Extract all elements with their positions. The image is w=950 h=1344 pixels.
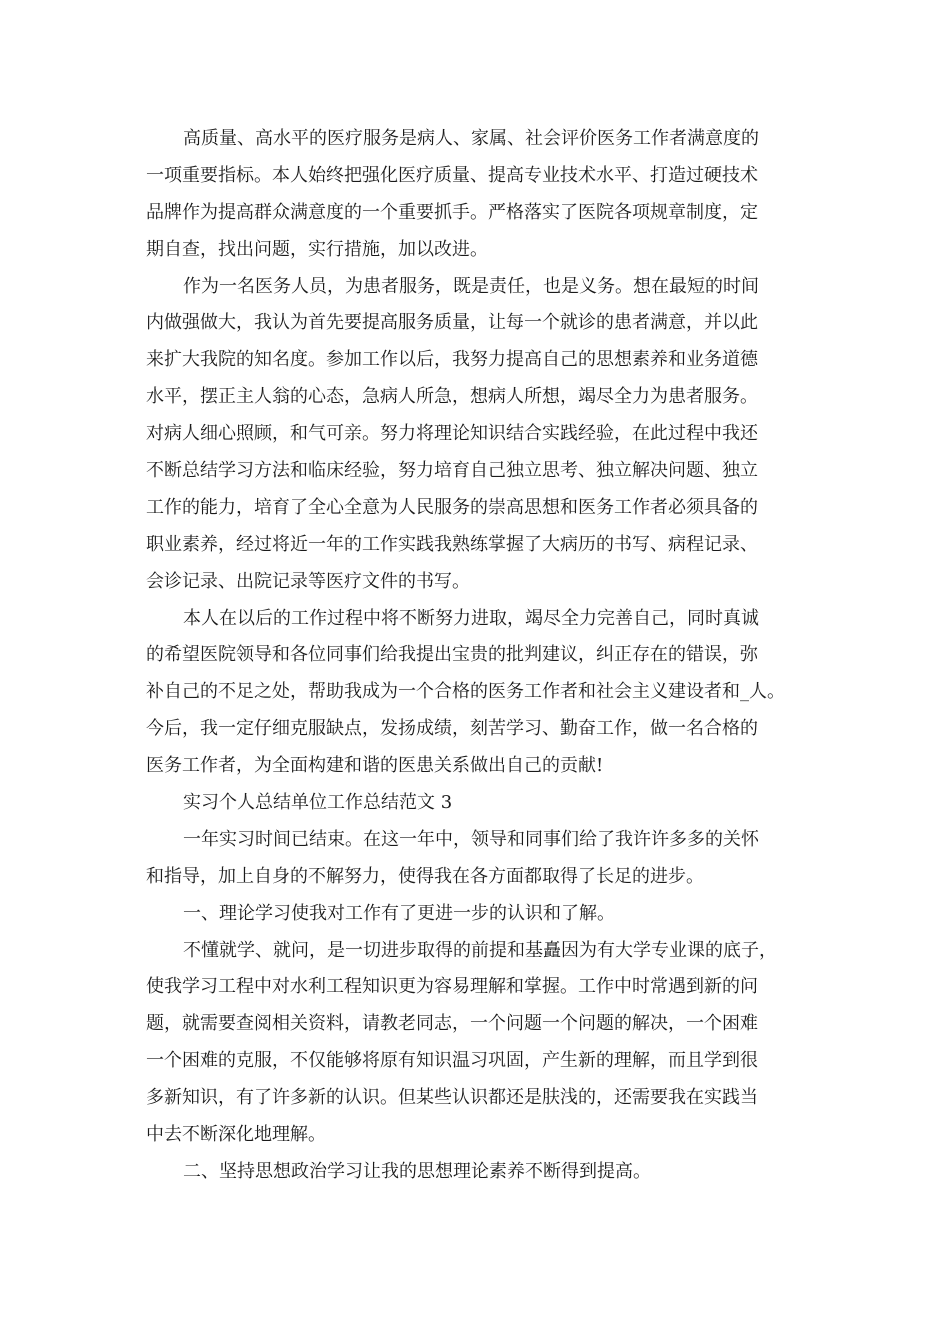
text-line: 多新知识，有了许多新的认识。但某些认识都还是肤浅的，还需要我在实践当 bbox=[146, 1087, 758, 1109]
text-line: 职业素养，经过将近一年的工作实践我熟练掌握了大病历的书写、病程记录、 bbox=[146, 533, 758, 555]
text-line: 期自查，找出问题，实行措施，加以改进。 bbox=[146, 238, 488, 260]
text-line: 使我学习工程中对水利工程知识更为容易理解和掌握。工作中时常遇到新的问 bbox=[146, 976, 758, 998]
text-line: 中去不断深化地理解。 bbox=[146, 1124, 326, 1146]
text-line: 不懂就学、就问，是一切进步取得的前提和基矗因为有大学专业课的底子， bbox=[183, 939, 777, 961]
text-line: 和指导，加上自身的不解努力，使得我在各方面都取得了长足的进步。 bbox=[146, 865, 704, 887]
text-line: 高质量、高水平的医疗服务是病人、家属、社会评价医务工作者满意度的 bbox=[183, 128, 759, 149]
text-line: 一个困难的克服，不仅能够将原有知识温习巩固，产生新的理解，而且学到很 bbox=[146, 1050, 758, 1072]
text-line: 一项重要指标。本人始终把强化医疗质量、提高专业技术水平、打造过硬技术 bbox=[146, 164, 758, 186]
text-line: 一、理论学习使我对工作有了更进一步的认识和了解。 bbox=[183, 902, 615, 924]
text-line: 二、坚持思想政治学习让我的思想理论素养不断得到提高。 bbox=[183, 1160, 651, 1182]
text-line: 不断总结学习方法和临床经验，努力培育自己独立思考、独立解决问题、独立 bbox=[146, 460, 758, 482]
text-line: 水平，摆正主人翁的心态，急病人所急，想病人所想，竭尽全力为患者服务。 bbox=[146, 386, 758, 408]
text-line: 内做强做大，我认为首先要提高服务质量，让每一个就诊的患者满意，并以此 bbox=[146, 312, 758, 334]
text-line: 补自己的不足之处，帮助我成为一个合格的医务工作者和社会主义建设者和_人。 bbox=[146, 681, 785, 703]
text-line: 作为一名医务人员，为患者服务，既是责任，也是义务。想在最短的时间 bbox=[183, 275, 759, 297]
text-line: 会诊记录、出院记录等医疗文件的书写。 bbox=[146, 570, 470, 592]
text-line: 今后，我一定仔细克服缺点，发扬成绩，刻苦学习、勤奋工作，做一名合格的 bbox=[146, 718, 758, 740]
document-body bbox=[146, 121, 806, 1191]
text-line: 一年实习时间已结束。在这一年中，领导和同事们给了我许许多多的关怀 bbox=[183, 828, 759, 850]
text-line: 品牌作为提高群众满意度的一个重要抓手。严格落实了医院各项规章制度，定 bbox=[146, 201, 758, 223]
text-line: 工作的能力，培育了全心全意为人民服务的崇高思想和医务工作者必须具备的 bbox=[146, 496, 758, 518]
text-line: 题，就需要查阅相关资料，请教老同志，一个问题一个问题的解决，一个困难 bbox=[146, 1013, 758, 1035]
text-line: 本人在以后的工作过程中将不断努力进取，竭尽全力完善自己，同时真诚 bbox=[183, 607, 759, 629]
text-line: 对病人细心照顾，和气可亲。努力将理论知识结合实践经验，在此过程中我还 bbox=[146, 423, 758, 445]
text-line: 实习个人总结单位工作总结范文 3 bbox=[183, 792, 453, 814]
text-line: 来扩大我院的知名度。参加工作以后，我努力提高自己的思想素养和业务道德 bbox=[146, 349, 758, 371]
text-line: 的希望医院领导和各位同事们给我提出宝贵的批判建议，纠正存在的错误，弥 bbox=[146, 644, 758, 666]
text-line: 医务工作者，为全面构建和谐的医患关系做出自己的贡献! bbox=[146, 755, 604, 777]
